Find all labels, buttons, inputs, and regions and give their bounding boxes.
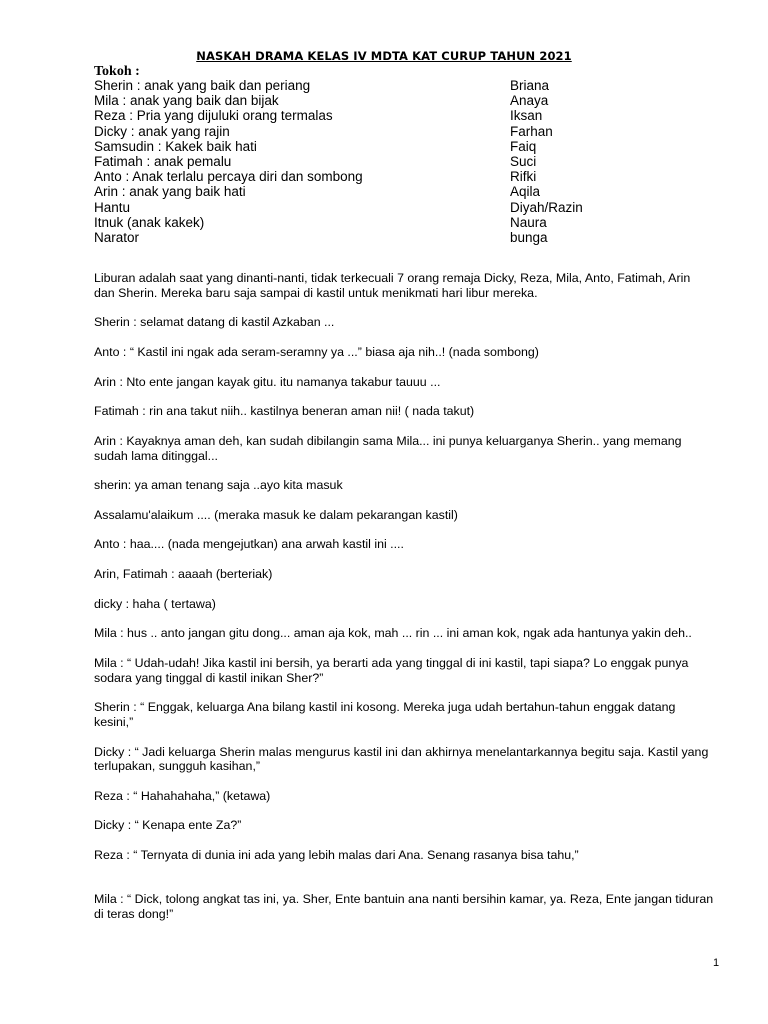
cast-heading: Tokoh :	[94, 64, 140, 79]
dialogue-line: Dicky : “ Kenapa ente Za?”	[94, 818, 242, 833]
cast-actor: Rifki	[510, 169, 537, 185]
dialogue-line: Mila : “ Dick, tolong angkat tas ini, ya. Sher, Ente bantuin ana nanti bersihin kamar, ya. Reza, Ente jangan tiduran di teras dong!”	[94, 891, 714, 921]
cast-role: Sherin : anak yang baik dan periang	[94, 78, 311, 93]
cast-row	[94, 108, 614, 123]
dialogue-line: sherin: ya aman tenang saja ..ayo kita masuk	[94, 478, 343, 493]
cast-actor: Suci	[510, 153, 537, 169]
cast-row	[94, 93, 614, 108]
document-title: NASKAH DRAMA KELAS IV MDTA KAT CURUP TAHUN 2021	[196, 49, 572, 63]
cast-row	[94, 230, 614, 245]
cast-actor: Anaya	[510, 93, 549, 109]
cast-actor: Farhan	[510, 123, 553, 139]
cast-role: Fatimah : anak pemalu	[94, 153, 232, 169]
cast-role: Arin : anak yang baik hati	[94, 184, 246, 200]
cast-role: Hantu	[94, 199, 131, 215]
cast-actor: Briana	[510, 78, 550, 93]
dialogue-line: Mila : “ Udah-udah! Jika kastil ini bersih, ya berarti ada yang tinggal di ini kastil, tapi siapa? Lo enggak punya sodara yang tinggal di kastil inikan Sher?”	[94, 655, 689, 685]
dialogue-line: Anto : haa.... (nada mengejutkan) ana arwah kastil ini ....	[94, 537, 404, 552]
cast-role: Samsudin : Kakek baik hati	[94, 138, 257, 154]
cast-row	[94, 139, 614, 154]
cast-role: Dicky : anak yang rajin	[94, 123, 230, 139]
cast-actor: bunga	[510, 229, 548, 245]
cast-row	[94, 124, 614, 139]
cast-actor: Faiq	[510, 138, 537, 154]
dialogue-line: dicky : haha ( tertawa)	[94, 596, 216, 611]
cast-row	[94, 169, 614, 184]
dialogue-line: Mila : hus .. anto jangan gitu dong... aman aja kok, mah ... rin ... ini aman kok, ngak ada hantunya yakin deh..	[94, 626, 692, 641]
cast-row	[94, 154, 614, 169]
dialogue-line: Fatimah : rin ana takut niih.. kastilnya beneran aman nii! ( nada takut)	[94, 404, 475, 419]
dialogue-line: Reza : “ Ternyata di dunia ini ada yang lebih malas dari Ana. Senang rasanya bisa tahu,”	[94, 848, 579, 863]
dialogue-line: Arin : Kayaknya aman deh, kan sudah dibilangin sama Mila... ini punya keluarganya Sherin.. yang memang sudah lama ditinggal...	[94, 433, 682, 463]
dialogue-line: Assalamu'alaikum .... (meraka masuk ke dalam pekarangan kastil)	[94, 507, 458, 522]
cast-list	[94, 78, 614, 245]
script-body	[94, 271, 714, 936]
cast-role: Reza : Pria yang dijuluki orang termalas	[94, 108, 333, 124]
cast-row	[94, 200, 614, 215]
dialogue-line: Anto : “ Kastil ini ngak ada seram-seramny ya ...” biasa aja nih..! (nada sombong)	[94, 344, 539, 359]
cast-row	[94, 215, 614, 230]
cast-role: Itnuk (anak kakek)	[94, 214, 205, 230]
cast-row	[94, 78, 614, 93]
dialogue-line: Reza : “ Hahahahaha,” (ketawa)	[94, 788, 271, 803]
dialogue-line: Sherin : selamat datang di kastil Azkaban ...	[94, 315, 335, 330]
cast-row	[94, 184, 614, 199]
cast-actor: Aqila	[510, 184, 541, 200]
page-number: 1	[713, 957, 720, 969]
cast-role: Mila : anak yang baik dan bijak	[94, 93, 279, 109]
cast-role: Narator	[94, 229, 140, 245]
cast-actor: Iksan	[510, 108, 543, 124]
cast-role: Anto : Anak terlalu percaya diri dan sombong	[94, 169, 363, 185]
cast-actor: Diyah/Razin	[510, 199, 583, 215]
narration-paragraph: Liburan adalah saat yang dinanti-nanti, tidak terkecuali 7 orang remaja Dicky, Reza, Mila, Anto, Fatimah, Arin dan Sherin. Mereka baru saja sampai di kastil untuk menikmati hari libur mereka.	[94, 271, 691, 300]
dialogue-line: Dicky : “ Jadi keluarga Sherin malas mengurus kastil ini dan akhirnya menelantarkannya begitu saja. Kastil yang terlupakan, sungguh kasihan,”	[94, 744, 709, 774]
dialogue-line: Sherin : “ Enggak, keluarga Ana bilang kastil ini kosong. Mereka juga udah bertahun-tahun enggak datang kesini,”	[94, 700, 676, 729]
dialogue-line: Arin : Nto ente jangan kayak gitu. itu namanya takabur tauuu ...	[94, 374, 441, 389]
cast-actor: Naura	[510, 214, 547, 230]
dialogue-line: Arin, Fatimah : aaaah (berteriak)	[94, 566, 273, 581]
